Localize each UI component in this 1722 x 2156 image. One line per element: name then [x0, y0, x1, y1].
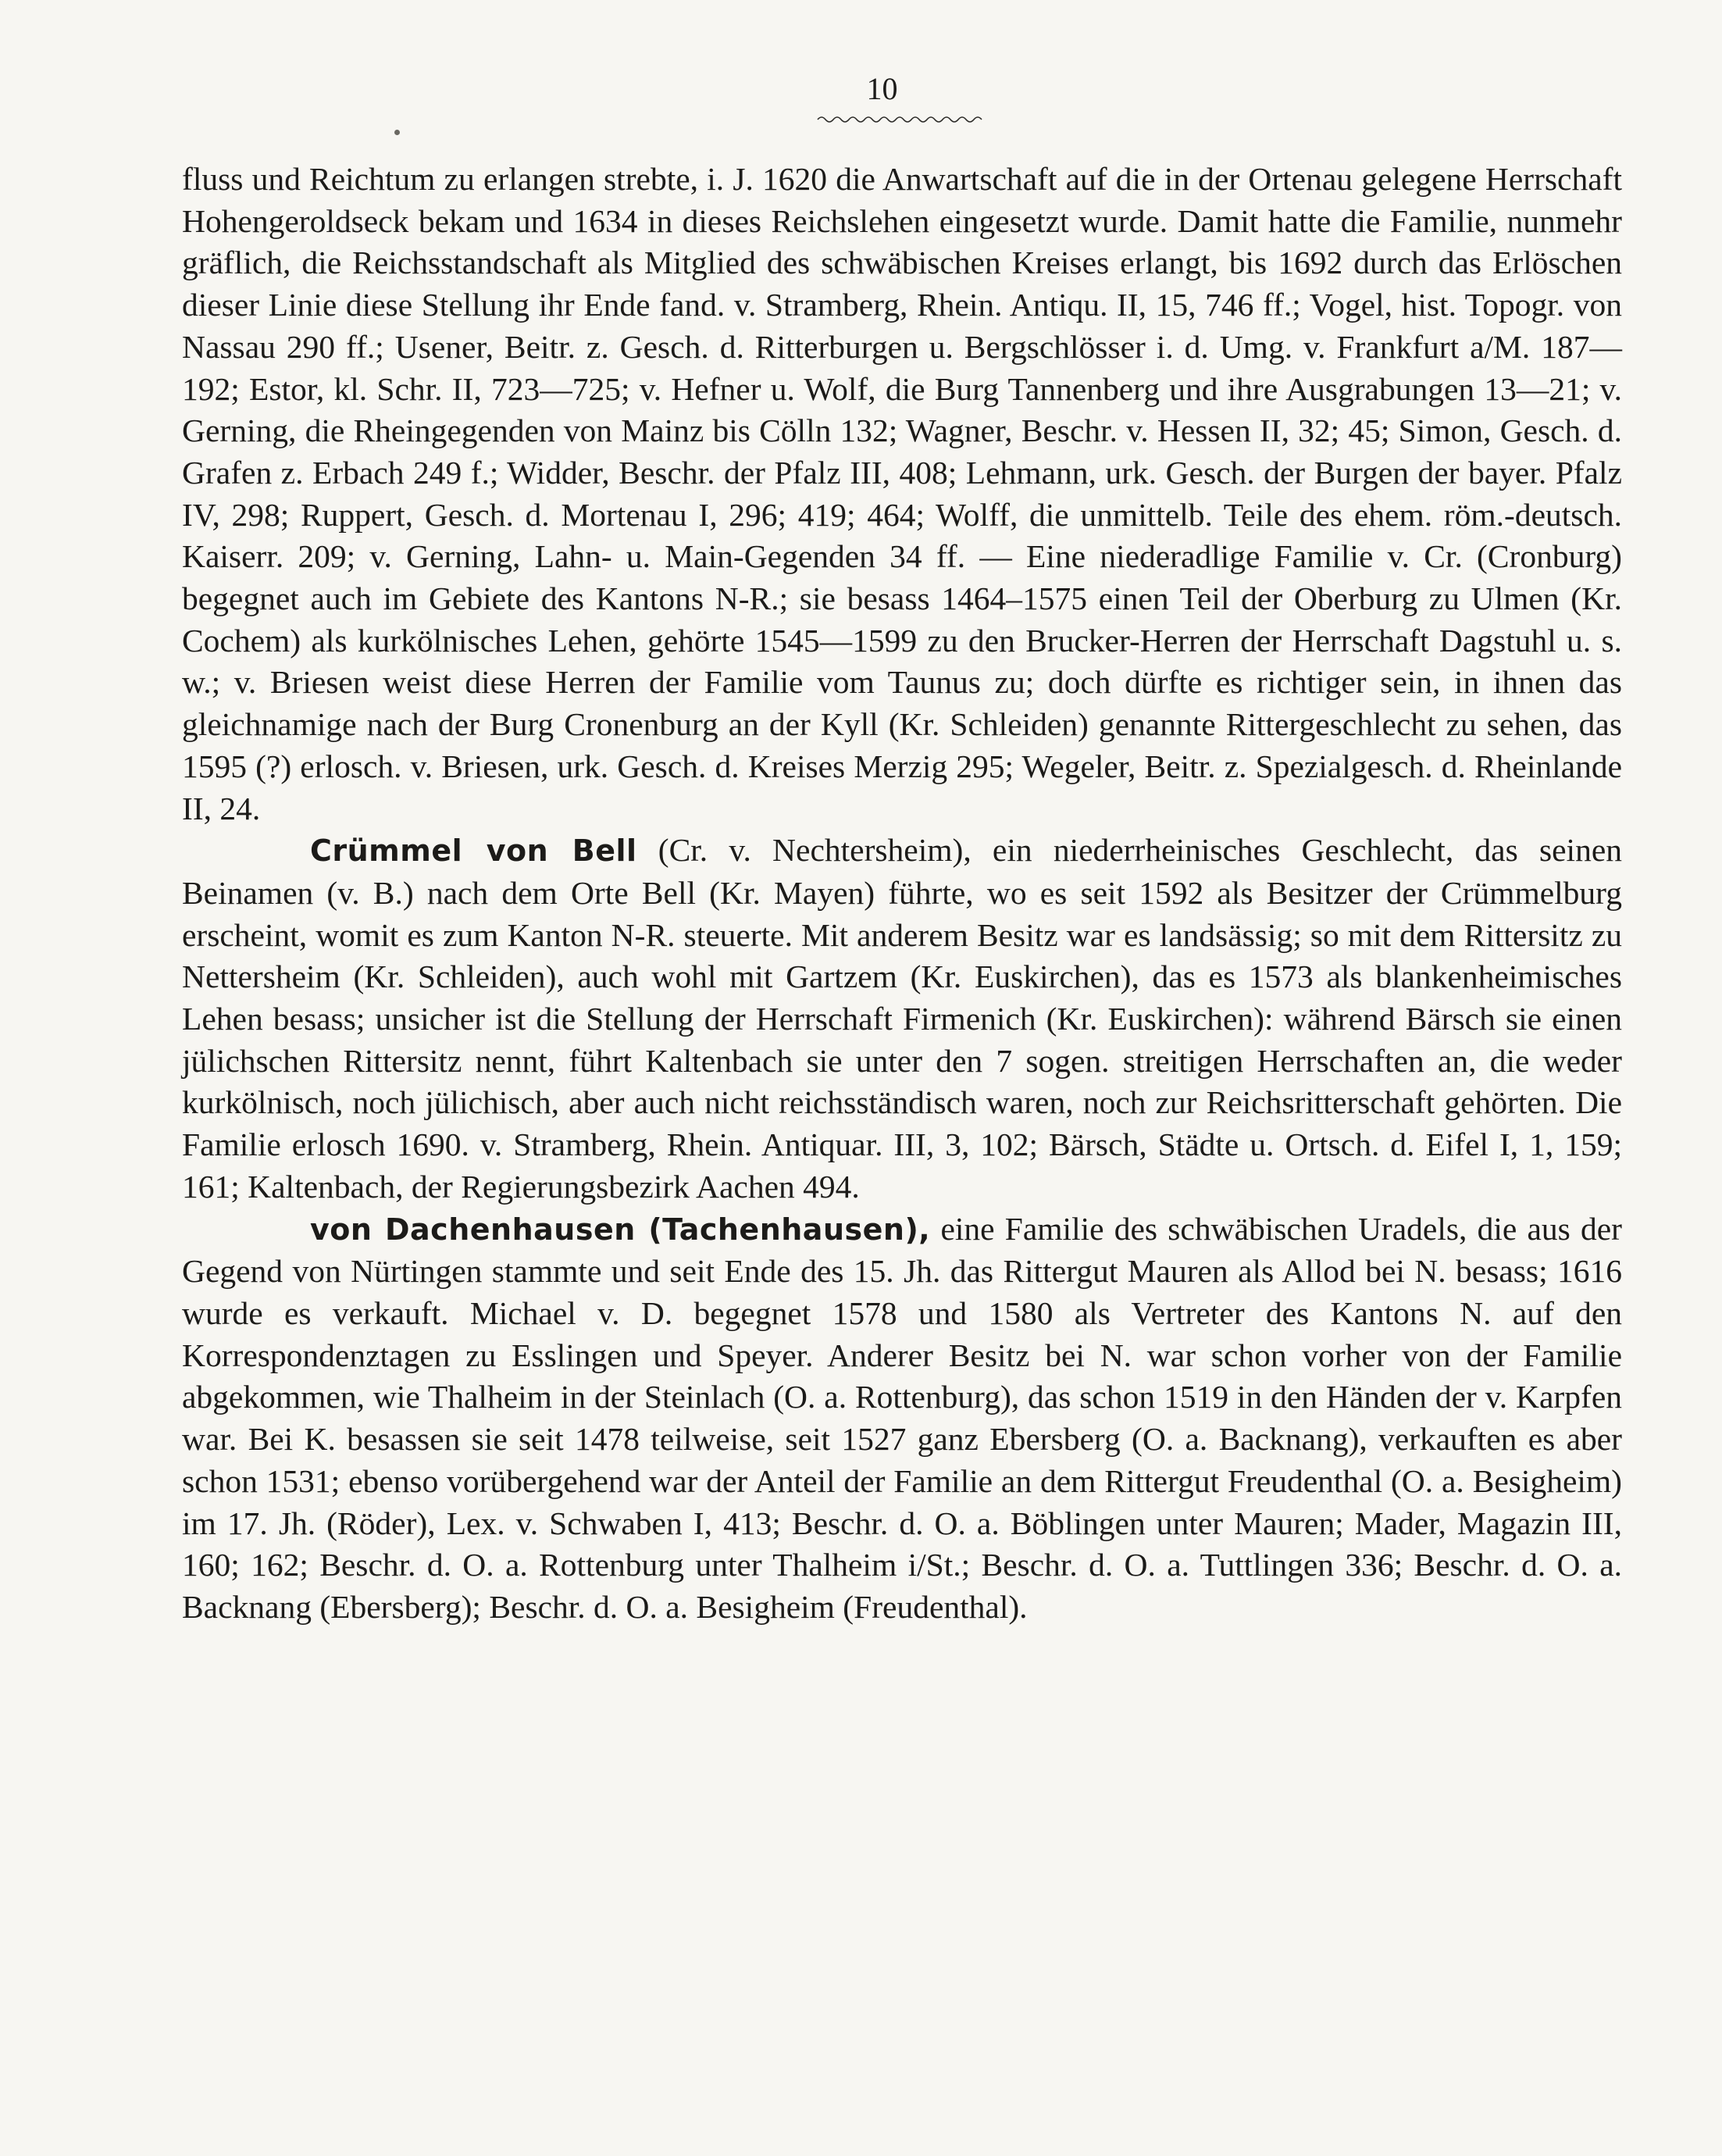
- main-text-column: [182, 159, 1622, 1629]
- entry-cruemmel-von-bell: [182, 830, 1622, 1208]
- wavy-rule-ornament: [816, 114, 988, 125]
- paragraph-continuation: [182, 159, 1622, 830]
- ink-dot-mark: [394, 130, 400, 135]
- entry-von-dachenhausen: [182, 1208, 1622, 1629]
- page-header: [0, 70, 1722, 108]
- entry-headword: von Dachenhausen (Tachenhausen),: [310, 1212, 931, 1247]
- paragraph-text: fluss und Reichtum zu erlangen strebte, i. J. 1620 die Anwartschaft auf die in der Ortenau gelegene Herrschaft Hohengeroldseck bekam und 1634 in dieses Reichslehen eingesetzt wurde. Damit hatte die Familie, nunmehr gräflich, die Reichsstandschaft als Mitglied des schwäbischen Kreises erlangt, bis 1692 durch das Erlöschen dieser Linie diese Stellung ihr Ende fand. v. Stramberg, Rhein. Antiqu. II, 15, 746 ff.; Vogel, hist. Topogr. von Nassau 290 ff.; Usener, Beitr. z. Gesch. d. Ritterburgen u. Bergschlösser i. d. Umg. v. Frankfurt a/M. 187—192; Estor, kl. Schr. II, 723—725; v. Hefner u. Wolf, die Burg Tannenberg und ihre Ausgrabungen 13—21; v. Gerning, die Rheingegenden von Mainz bis Cölln 132; Wagner, Beschr. v. Hessen II, 32; 45; Simon, Gesch. d. Grafen z. Erbach 249 f.; Widder, Beschr. der Pfalz III, 408; Lehmann, urk. Gesch. der Burgen der bayer. Pfalz IV, 298; Ruppert, Gesch. d. Mortenau I, 296; 419; 464; Wolff, die unmittelb. Teile des ehem. röm.-deutsch. Kaiserr. 209; v. Gerning, Lahn- u. Main-Gegenden 34 ff. — Eine niederadlige Familie v. Cr. (Cronburg) begegnet auch im Gebiete des Kantons N-R.; sie besass 1464–1575 einen Teil der Oberburg zu Ulmen (Kr. Cochem) als kurkölnisches Lehen, gehörte 1545—1599 zu den Brucker-Herren der Herrschaft Dagstuhl u. s. w.; v. Briesen weist diese Herren der Familie vom Taunus zu; doch dürfte es richtiger sein, in ihnen das gleichnamige nach der Burg Cronenburg an der Kyll (Kr. Schleiden) genannte Rittergeschlecht zu sehen, das 1595 (?) erlosch. v. Briesen, urk. Gesch. d. Kreises Merzig 295; Wegeler, Beitr. z. Spezialgesch. d. Rheinlande II, 24.: [182, 161, 1622, 826]
- entry-headword: Crümmel von Bell: [310, 833, 637, 869]
- entry-text: (Cr. v. Nechtersheim), ein niederrheinisches Geschlecht, das seinen Beinamen (v. B.) nach dem Orte Bell (Kr. Mayen) führte, wo es seit 1592 als Besitzer der Crümmelburg erscheint, womit es zum Kanton N-R. steuerte. Mit anderem Besitz war es landsässig; so mit dem Rittersitz zu Nettersheim (Kr. Schleiden), auch wohl mit Gartzem (Kr. Euskirchen), das es 1573 als blankenheimisches Lehen besass; unsicher ist die Stellung der Herrschaft Firmenich (Kr. Euskirchen): während Bärsch sie einen jülichschen Rittersitz nennt, führt Kaltenbach sie unter den 7 sogen. streitigen Herrschaften an, die weder kurkölnisch, noch jülichisch, aber auch nicht reichsständisch waren, noch zur Reichsritterschaft gehörten. Die Familie erlosch 1690. v. Stramberg, Rhein. Antiquar. III, 3, 102; Bärsch, Städte u. Ortsch. d. Eifel I, 1, 159; 161; Kaltenbach, der Regierungsbezirk Aachen 494.: [182, 832, 1622, 1205]
- entry-text: eine Familie des schwäbischen Uradels, die aus der Gegend von Nürtingen stammte und seit Ende des 15. Jh. das Rittergut Mauren als Allod bei N. besass; 1616 wurde es verkauft. Michael v. D. begegnet 1578 und 1580 als Vertreter des Kantons N. auf den Korrespondenztagen zu Esslingen und Speyer. Anderer Besitz bei N. war schon vorher von der Familie abgekommen, wie Thalheim in der Steinlach (O. a. Rottenburg), das schon 1519 in den Händen der v. Karpfen war. Bei K. besassen sie seit 1478 teilweise, seit 1527 ganz Ebersberg (O. a. Backnang), verkauften es aber schon 1531; ebenso vorübergehend war der Anteil der Familie an dem Rittergut Freudenthal (O. a. Besigheim) im 17. Jh. (Röder), Lex. v. Schwaben I, 413; Beschr. d. O. a. Böblingen unter Mauren; Mader, Magazin III, 160; 162; Beschr. d. O. a. Rottenburg unter Thalheim i/St.; Beschr. d. O. a. Tuttlingen 336; Beschr. d. O. a. Backnang (Ebersberg); Beschr. d. O. a. Besigheim (Freudenthal).: [182, 1210, 1622, 1625]
- page-number: 10: [866, 71, 898, 106]
